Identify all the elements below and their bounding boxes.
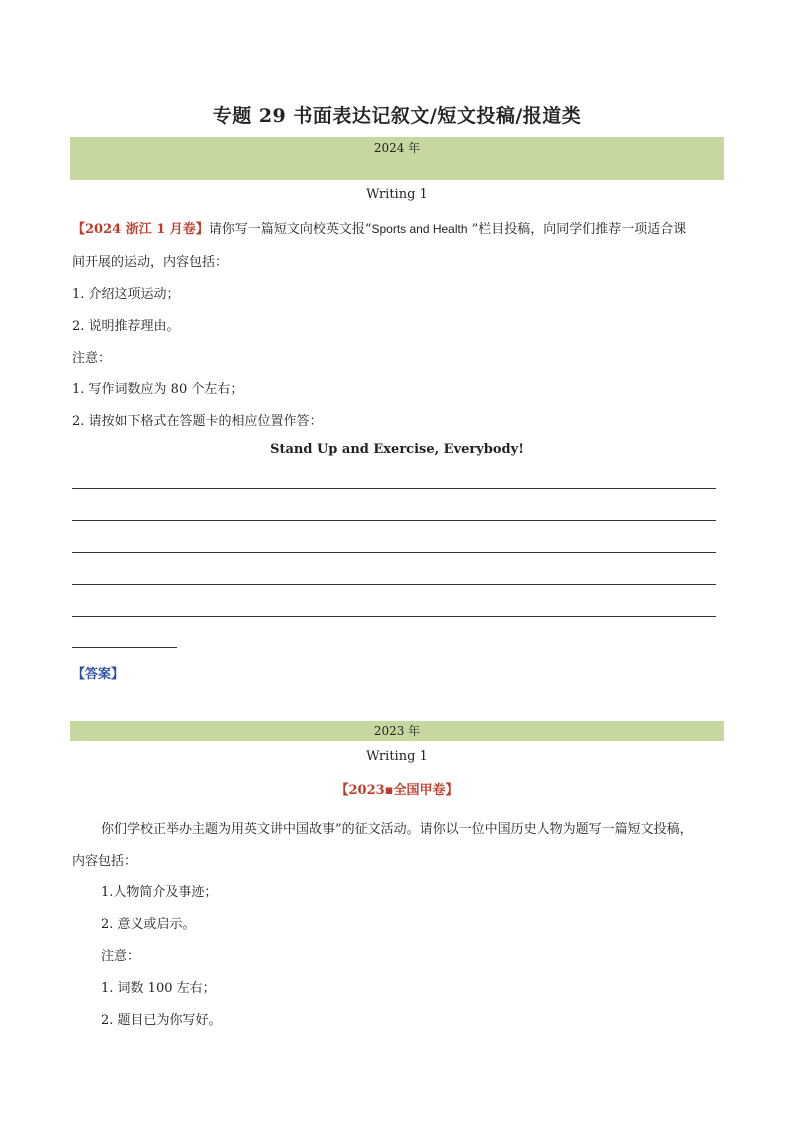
answer-line xyxy=(72,616,716,617)
year-band-2024 xyxy=(70,137,724,180)
writing-label-2023: Writing 1 xyxy=(366,749,428,764)
content-item-2023-2: 2. 意义或启示。 xyxy=(101,917,196,932)
answer-label: 【答案】 xyxy=(72,667,125,682)
page-title: 专题 29 书面表达记叙文/短文投稿/报道类 xyxy=(212,105,582,127)
prompt-2024-line1 xyxy=(72,218,686,237)
source-tag-2024: 【2024 浙江 1 月卷】 xyxy=(72,222,209,237)
prompt-2023-line2: 内容包括： xyxy=(72,854,138,869)
answer-line xyxy=(72,552,716,553)
year-label-2024: 2024 年 xyxy=(373,141,421,155)
note-label-2023: 注意： xyxy=(101,949,141,964)
year-band-2023 xyxy=(70,721,724,741)
content-item-2024-2: 2. 说明推荐理由。 xyxy=(72,319,180,334)
content-item-2023-1: 1.人物简介及事迹； xyxy=(101,885,218,900)
essay-title: Stand Up and Exercise, Everybody! xyxy=(270,442,524,457)
note-2024-2: 2. 请按如下格式在答题卡的相应位置作答： xyxy=(72,414,323,429)
prompt-2024-text1: 请你写一篇短文向校英文报“ xyxy=(208,222,372,237)
prompt-2024-column: Sports and Health xyxy=(371,222,468,236)
source-tag-2023: 【2023▪全国甲卷】 xyxy=(335,783,459,798)
note-2023-2: 2. 题目已为你写好。 xyxy=(101,1013,222,1028)
content-item-2024-1: 1. 介绍这项运动； xyxy=(72,287,180,302)
answer-line xyxy=(72,584,716,585)
prompt-2024-line2: 间开展的运动，内容包括： xyxy=(72,255,229,270)
answer-line xyxy=(72,488,716,489)
writing-label-2024: Writing 1 xyxy=(366,187,428,202)
note-2024-1: 1. 写作词数应为 80 个左右； xyxy=(72,382,244,397)
note-label-2024: 注意： xyxy=(72,351,112,366)
answer-line xyxy=(72,520,716,521)
note-2023-1: 1. 词数 100 左右； xyxy=(101,981,216,996)
prompt-2024-text1-end: ”栏目投稿，向同学们推荐一项适合课 xyxy=(467,222,687,237)
year-label-2023: 2023 年 xyxy=(373,724,421,738)
answer-line-short xyxy=(72,647,177,648)
prompt-2023-line1: 你们学校正举办主题为用英文讲中国故事”的征文活动。请你以一位中国历史人物为题写一篇短文投稿， xyxy=(101,822,693,837)
